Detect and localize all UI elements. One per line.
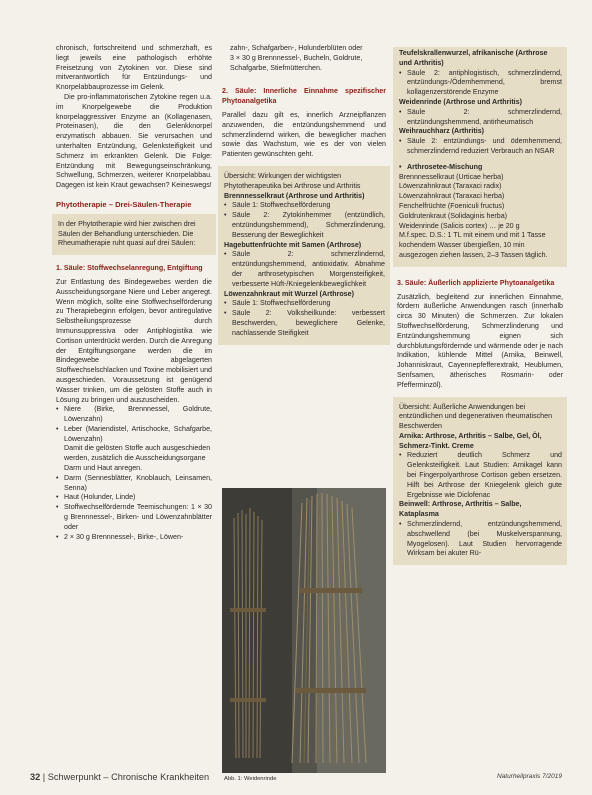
paragraph: Damit die gelösten Stoffe auch ausgeschieden werden, zusätzlich die Ausscheidungsorgane Darm und Haut anregen. [64,444,211,473]
paragraph: Zur Entlastung des Bindegewebes werden die Ausscheidungsorgane Niere und Leber angeregt. Wenn möglich, sollte eine Stoffwechselförderung zu Therapiebeginn erfolgen, bevor antiregulative Selbstheilungsprozesse durch Immunsuppressiva oder Antiphlogistika wie Cortison unterdrückt werden. Durch die Anregung der Entgiftungsorgane werden die im Bindegewebe abgelagerten Stoffwechselschlacken und Toxine mobilisiert und ausgeschieden. Voraussetzung ist genügend Wasser trinken, um die gelösten Stoffe auch in Lösung zu bringen und auszuscheiden. [56,277,212,404]
herb-heading: Teufelskrallenwurzel, afrikanische (Arthrose und Arthritis) [399,49,548,67]
page-number: 32 [30,772,41,782]
herb-heading: Weidenrinde (Arthrose und Arthritis) [399,97,522,106]
list-item: • Säule 2: Zytokinhemmer (entzündlich, entzündungshemmend), Schmerzlinderung, Besserung der Beweglichkeit [224,211,385,240]
paragraph: Parallel dazu gilt es, innerlich Arzneipflanzen anzuwenden, die entzündungshemmend und schmerzlindernd wirken, die beweglicher machen sowie das Wachstum, wie es der von vielen Patienten gewünschten geht. [222,110,386,159]
column-2 [222,44,386,345]
list-item: • Säule 1: Stoffwechselförderung [224,299,385,309]
list [399,137,562,157]
list-item: • 2 × 30 g Brennnessel-, Birke-, Löwen- [56,533,212,543]
list-item: • Haut (Holunder, Linde) [56,493,212,503]
section-heading: Phytotherapie – Drei-Säulen-Therapie [56,199,192,209]
paragraph: 3 × 30 g Brennnessel-, Bucheln, Goldrute, Schafgarbe, Stiefmütterchen. [230,53,363,72]
mix-line: Goldrutenkraut (Solidaginis herba) [399,211,508,220]
list-item: • Darm (Sennesblätter, Knoblauch, Leinsamen, Senna) [56,474,212,494]
box-text: In der Phytotherapie wird hier zwischen drei Säulen der Behandlung unterschieden. Die Rheumatherapie ruht quasi auf drei Säulen: [58,219,196,248]
column-3 [397,47,563,565]
overview-box-continued [393,47,567,267]
list [224,201,385,240]
list [224,250,385,289]
willow-bark-photo [222,488,386,773]
list [399,451,562,500]
list [56,474,212,543]
section-heading: 1. Säule: Stoffwechselanregung, Entgiftung [56,264,203,273]
list-item: • Säule 2: entzündungs- und ödemhemmend, schmerzlindernd reduziert Verbrauch an NSAR [399,137,562,157]
list-item: • Reduziert deutlich Schmerz und Gelenksteifigkeit. Laut Studien: Arnikagel kann bei Fingerpolyarthrose Cortison geben ersetzen. Hilft bei Arthrose der Kniegelenk gleich gute Ergebnisse wie Diclofenac [399,451,562,500]
section-heading: 2. Säule: Innerliche Einnahme spezifischer Phytoanalgetika [222,87,386,106]
section-name: Schwerpunkt – Chronische Krankheiten [47,772,210,782]
column-1 [56,44,212,542]
mix-line: Löwenzahnkraut (Taraxaci herba) [399,192,505,201]
issue-label: Naturheilpraxis 7/2019 [496,773,562,780]
box-title: Übersicht: Äußerliche Anwendungen bei entzündlichen und degenerativen rheumatischen Beschwerden [399,402,553,431]
list [224,299,385,338]
herb-heading: Brennnesselkraut (Arthrose und Arthritis) [224,191,365,200]
list [56,405,212,444]
list-item: • Säule 2: schmerzlindernd, entzündungshemmend, antioxidativ. Abnahme der arthrosetypischen Morgensteifigkeit, verbesserte Hüft-/Kniegelenkbeweglichkeit [224,250,385,289]
list [399,69,562,98]
image-caption: Abb. 1: Weidenrinde [224,776,277,782]
list-item: • Säule 2: Volksheilkunde: verbessert Beschwerden, beweglichere Gelenke, nachlassende Steifigkeit [224,309,385,338]
mix-line: Löwenzahnkraut (Taraxaci radix) [399,182,502,191]
section-heading: 3. Säule: Äußerlich applizierte Phytoanalgetika [397,278,555,287]
page-footer [30,772,562,782]
paragraph: Die pro-inflammatorischen Zytokine regen u.a. im Knorpelgewebe die Produktion knorpelaggressiver Enzyme an (Kollagenasen, Proteinasen), die den Gelenkknorpel enzymatisch abbauen. Sie verursachen und unterhalten Entzündung, Gelenksteifigkeit und Schmerz im erkrankten Gelenk. Die Folge: Entzündung mit Bewegungseinschränkung, Schwellung, Schmerzen, weiterer Knorpelabbau. Dagegen ist kein Kraut gewachsen? Keineswegs! [56,92,212,190]
list-item: • Schmerzlindernd, entzündungshemmend, abschwellend (bei Muskelverspannung, Myogelosen). Laut Studien hervorragende Wirksam bei akuter Rü- [399,520,562,559]
list-item: • Stoffwechselfördernde Teemischungen: 1 × 30 g Brennnessel-, Birken- und Löwenzahnblätter oder [56,503,212,532]
list [399,163,562,173]
willow-bundles-image [222,488,386,773]
overview-box [218,166,390,345]
paragraph: chronisch, fortschreitend und schmerzhaft, es liegt jeweils eine pathologisch erhöhte Freisetzung von Zytokinen vor. Diese sind mitverantwortlich für Entzündungs- und Knorpelabbauprozesse im Gelenk. [56,44,212,92]
box-title: Übersicht: Wirkungen der wichtigsten Phytotherapeutika bei Arthrose und Arthritis [224,171,361,190]
list-item: • Niere (Birke, Brennnessel, Goldrute, Löwenzahn) [56,405,212,425]
list-item: • Leber (Mariendistel, Artischocke, Schafgarbe, Löwenzahn) [56,425,212,445]
paragraph: zahn-, Schafgarben-, Holunderblüten oder [230,44,363,52]
overview-box-external [393,397,567,566]
list-item: • Säule 2: schmerzlindernd, entzündungshemmend, antirheumatisch [399,108,562,128]
mix-line: Weidenrinde (Salicis cortex) … je 20 g [399,221,520,230]
mix-line: M.f.spec. D.S.: 1 TL mit einem und mit 1 Tasse kochendem Wasser übergießen, 10 min ausgezogen ziehen lassen, 2–3 Tassen täglich. [399,231,548,259]
herb-heading: Arnika: Arthrose, Arthritis – Salbe, Gel, Öl, Schmerz-Tinkt. Creme [399,431,542,450]
paragraph: Zusätzlich, begleitend zur innerlichen Einnahme, fördern äußerliche Anwendungen rasch (innerhalb circa 30 Minuten) die Schmerzen. Zur lokalen Stoffwechselförderung, Schmerzlinderung und Entzündungshemmung eignen sich durchblutungsfördernde und wärmende oder je nach Indikation, kühlende Mittel (Arnika, Beinwell, Johanniskraut, Cayennepfefferextrakt, Heublumen, Senfsamen, ätherisches Rosmarin- oder Pfefferminzöl). [397,292,563,389]
list [399,108,562,128]
list-item: • Säule 1: Stoffwechselförderung [224,201,385,211]
footer-divider: | [42,772,48,782]
list [399,520,562,559]
mix-line: Brennnesselkraut (Urticae herba) [399,172,504,181]
list-item: • Arthrosetee-Mischung [399,163,562,173]
info-box [52,214,216,255]
mix-line: Fenchelfrüchte (Foeniculi fructus) [399,201,505,210]
herb-heading: Weihrauchharz (Arthritis) [399,127,485,136]
herb-heading: Beinwell: Arthrose, Arthritis – Salbe, Kataplasma [399,500,522,519]
list-item: • Säule 2: antiphlogistisch, schmerzlindernd, entzündungs-/Ödemhemmend, bremst kollagenzerstörende Enzyme [399,69,562,98]
herb-heading: Löwenzahnkraut mit Wurzel (Arthrose) [224,289,354,298]
herb-heading: Hagebuttenfrüchte mit Samen (Arthrose) [224,240,362,249]
